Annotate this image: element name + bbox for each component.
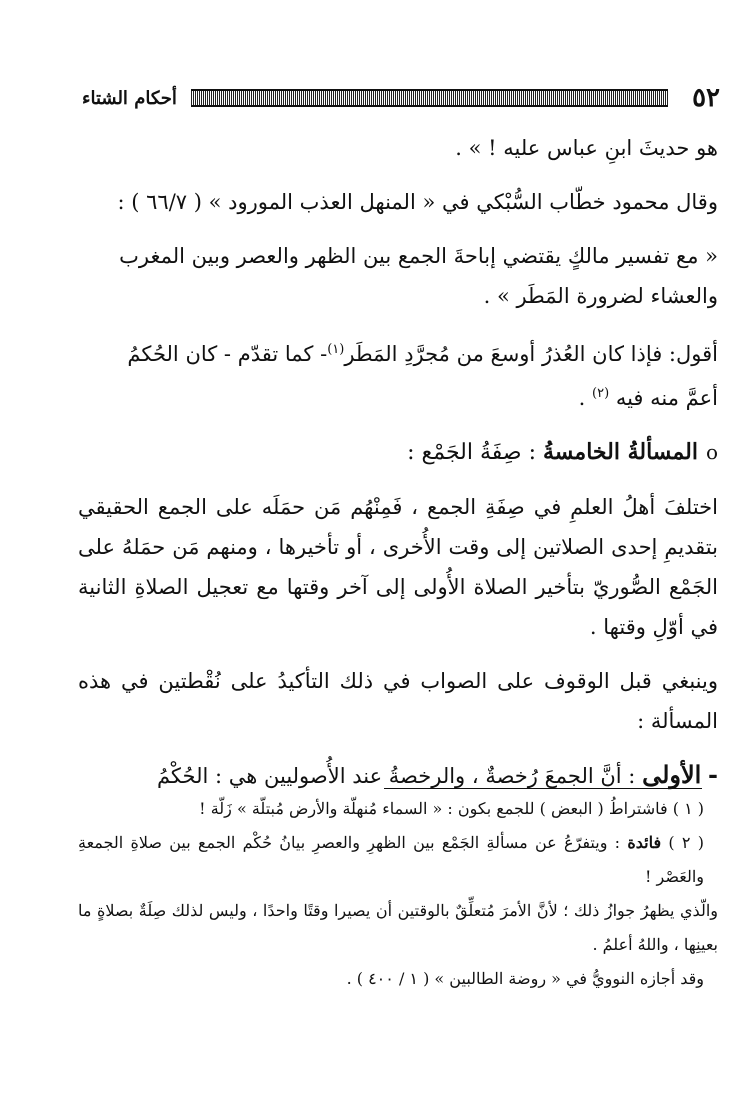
section-heading-rest: : صِفَةُ الجَمْع :	[407, 440, 536, 465]
circle-bullet-icon: o	[705, 440, 718, 464]
page-header	[82, 80, 720, 116]
footnote-1: ( ١ ) فاشتراطُ ( البعض ) للجمع بكون : « السماء مُنهلّة والأرض مُبتلّة » زَلّة !	[199, 799, 704, 818]
paragraph-3-line-2: والعشاء لضرورة المَطَر » .	[483, 284, 718, 308]
section-heading	[78, 432, 718, 473]
footnotes	[78, 792, 718, 996]
paragraph-7-dash: -	[708, 760, 718, 789]
footnote-3: والّذي يظهرُ جوازُ ذلك ؛ لأنَّ الأمرَ مُتعلِّقٌ بالوقتين أن يصيرا وقتًا واحدًا ، وليس لذلك صِلَةٌ بصلاةٍ ما بعينِها ، واللهُ أعلمُ .	[78, 901, 718, 954]
page-number: ٥٢	[692, 83, 720, 113]
paragraph-7-rest: : أنَّ الجمعَ رُخصةٌ ، والرخصةُ عند الأُصوليين هي : الحُكْمُ	[156, 764, 636, 788]
paragraph-5: اختلفَ أهلُ العلمِ في صِفَةِ الجمع ، فَمِنْهُم مَن حمَلَه على الجمع الحقيقي بتقديمِ إحدى الصلاتين إلى وقت الأُخرى ، أو تأخيرها ، ومنهم مَن حمَلهُ على الجَمْع الصُّوريّ بتأخير الصلاة الأُولى إلى آخر وقتها مع تعجيل الصلاةِ الثانية في أوّلِ وقتها .	[78, 495, 718, 639]
footnote-2-bold: فائدة	[627, 833, 662, 852]
paragraph-2: وقال محمود خطّاب السُّبْكي في « المنهل العذب المورود » ( ٦٦/٧ ) :	[117, 190, 718, 214]
footnote-2-text: : ويتفرّعُ عن مسألةِ الجَمْع بين الظهرِ والعصرِ بيانُ حُكْم الجمع بين صلاةِ الجمعةِ والعَصْر !	[78, 833, 704, 886]
footnote-divider	[384, 788, 702, 789]
paragraph-4-text-d: .	[578, 386, 586, 410]
paragraph-6: وينبغي قبل الوقوف على الصواب في ذلك التأكيدُ على نُقْطتين في هذه المسألة :	[78, 669, 718, 733]
footnote-ref-1[interactable]: (١)	[327, 342, 345, 357]
paragraph-4-text-a: أقول: فإذا كان العُذرُ أوسعَ من مُجرَّدِ المَطَر	[344, 342, 718, 366]
paragraph-7-bold: الأولى	[642, 760, 702, 789]
section-heading-bold: المسألةُ الخامسةُ	[543, 439, 698, 465]
main-text	[78, 128, 718, 810]
header-rule	[191, 89, 668, 107]
paragraph-4-line-2	[78, 374, 718, 418]
paragraph-1: هو حديثَ ابنِ عباس عليه ! » .	[455, 136, 718, 160]
footnote-2-number: ( ٢ )	[668, 833, 704, 852]
paragraph-3-line-1: « مع تفسير مالكٍ يقتضي إباحةَ الجمع بين الظهر والعصر وبين المغرب	[119, 244, 718, 268]
paragraph-4-line-1	[78, 330, 718, 374]
footnote-2	[78, 826, 718, 894]
book-title: أحكام الشتاء	[82, 87, 177, 109]
paragraph-4-text-c: أعمَّ منه فيه	[615, 386, 718, 410]
footnote-ref-2[interactable]: (٢)	[592, 386, 610, 401]
paragraph-7	[78, 755, 718, 796]
footnote-4: وقد أجازه النوويُّ في « روضة الطالبين » ( ١ / ٤٠٠ ) .	[346, 969, 704, 988]
paragraph-4-text-b: - كما تقدّم - كان الحُكمُ	[127, 342, 328, 366]
